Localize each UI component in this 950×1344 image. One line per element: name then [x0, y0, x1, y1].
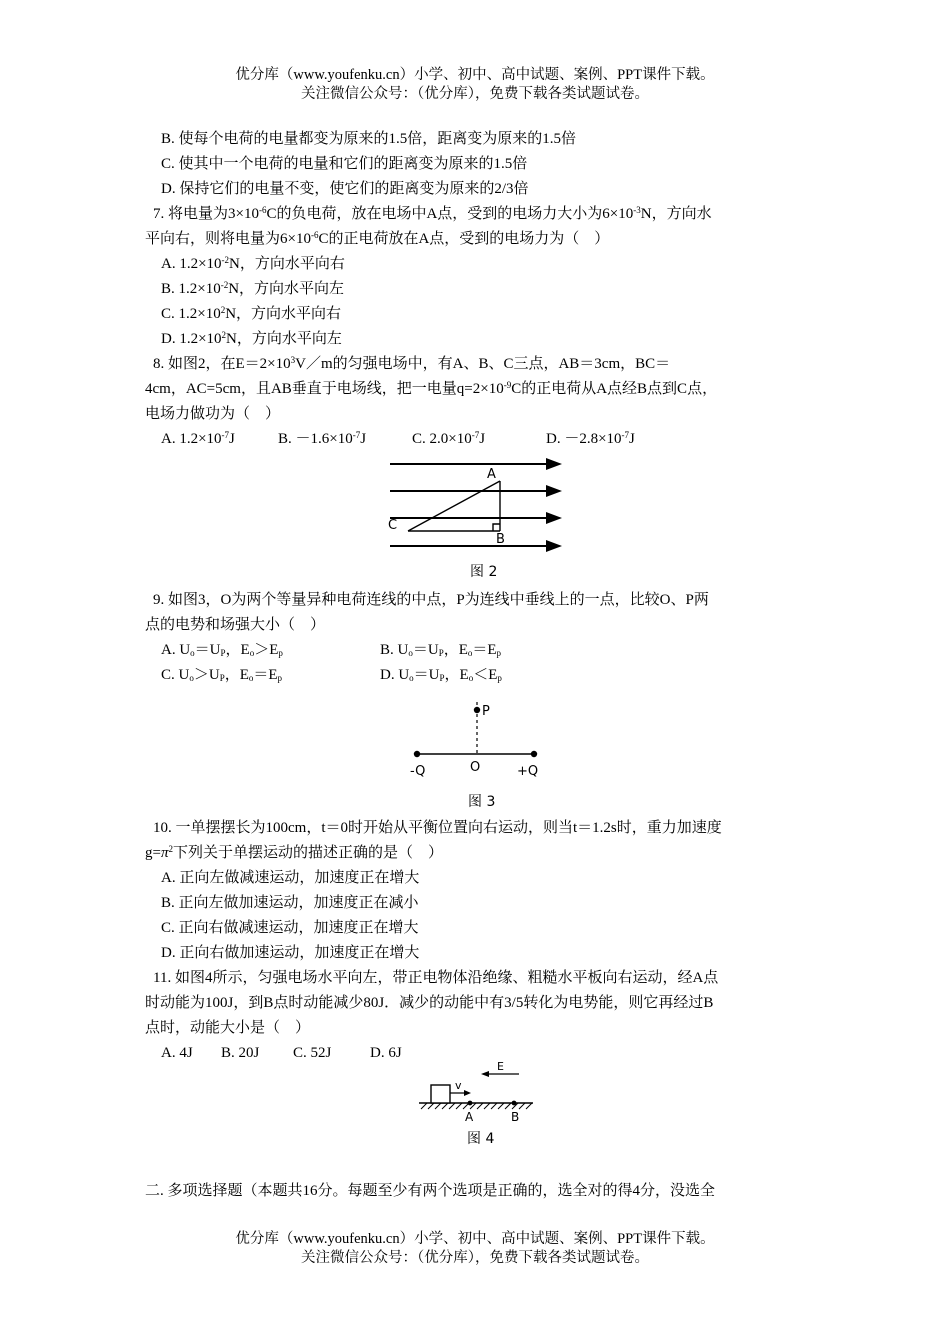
q8-option-a: A. $1.2\times 10^{-7}J$ — [161, 430, 235, 447]
arrow-head — [546, 485, 562, 497]
header-line-2: 关注微信公众号：（优分库），免费下载各类试题试卷。 — [301, 86, 649, 102]
arrow-head — [546, 540, 562, 552]
q8-option-c: C. $2.0\times 10^{-7}J$ — [412, 430, 486, 447]
arrow-head — [546, 458, 562, 470]
figure-2-field-diagram — [380, 452, 570, 552]
q7-option-a: A. $1.2\times 10^{-2}N$，方向水平向右 — [161, 255, 345, 272]
page-header — [0, 66, 950, 104]
label-a: A — [465, 1110, 474, 1124]
q10-option-a: A. 正向左做减速运动，加速度正在增大 — [161, 870, 420, 886]
positive-charge — [531, 751, 537, 757]
q8-stem-line-1: 8. 如图2，在$E=2\times 10^3V/m$的匀强电场中，有A、B、C三点，AB＝3cm，BC＝ — [153, 355, 671, 372]
q10-option-d: D. 正向右做加速运动，加速度正在增大 — [161, 945, 420, 961]
q11-option-a: A. 4J — [161, 1045, 193, 1061]
q7-stem-line-1: 7. 将电量为$3\times 10^{-6}C$的负电荷，放在电场中A点，受到的电场力大小为$6\times 10^{-3}N$，方向水 — [153, 205, 712, 222]
q8-stem-line-3: 电场力做功为（ ） — [145, 406, 281, 422]
q10-option-b: B. 正向左做加速运动，加速度正在减小 — [161, 895, 419, 911]
q7-option-b: B. $1.2\times 10^{-2}N$，方向水平向左 — [161, 280, 345, 297]
q8-option-b: B. $-1.6\times 10^{-7}J$ — [278, 430, 367, 447]
figure-3-caption: 图 3 — [468, 794, 496, 810]
q9-option-c: C. $U_o>U_P$，$E_o=E_p$ — [161, 667, 283, 683]
q11-option-c: C. 52J — [293, 1045, 332, 1061]
q11-option-b: B. 20J — [221, 1045, 260, 1061]
q9-option-d: D. $U_o=U_P$，$E_o<E_p$ — [380, 667, 502, 683]
label-v: v — [455, 1079, 462, 1092]
q6-option-d: D. 保持它们的电量不变，使它们的距离变为原来的2/3倍 — [161, 181, 529, 197]
figure-4-caption: 图 4 — [467, 1131, 495, 1147]
label-b: B — [496, 532, 505, 547]
q10-stem-line-1: 10. 一单摆摆长为100cm，t＝0时开始从平衡位置向右运动，则当t＝1.2s时，重力加速度 — [153, 820, 722, 836]
charged-block — [431, 1085, 450, 1103]
label-pos-q: +Q — [517, 764, 539, 779]
header-line-1: 优分库（www.youfenku.cn）小学、初中、高中试题、案例、PPT课件下载。 — [235, 67, 715, 83]
q11-stem-line-1: 11. 如图4所示，匀强电场水平向左，带正电物体沿绝缘、粗糙水平板向右运动，经A点 — [153, 970, 719, 986]
q9-option-a: A. $U_o=U_P$，$E_o>E_p$ — [161, 642, 283, 658]
label-b: B — [511, 1110, 520, 1124]
footer-line-1: 优分库（www.youfenku.cn）小学、初中、高中试题、案例、PPT课件下载。 — [235, 1231, 715, 1247]
right-angle-mark — [493, 524, 500, 531]
q11-stem-line-3: 点时，动能大小是（ ） — [145, 1020, 311, 1036]
label-c: C — [388, 518, 398, 533]
negative-charge — [414, 751, 420, 757]
q9-option-b: B. $U_o=U_P$，$E_o=E_p$ — [380, 642, 502, 658]
arrow-head — [546, 512, 562, 524]
q6-option-b: B. 使每个电荷的电量都变为原来的1.5倍，距离变为原来的1.5倍 — [161, 131, 577, 147]
q9-stem-line-1: 9. 如图3，O为两个等量异种电荷连线的中点，P为连线中垂线上的一点，比较O、P两 — [153, 592, 709, 608]
q7-option-c: C. $1.2\times 10^2N$，方向水平向右 — [161, 305, 342, 322]
q6-option-c: C. 使其中一个电荷的电量和它们的距离变为原来的1.5倍 — [161, 156, 528, 172]
section-2-heading: 二. 多项选择题（本题共16分。每题至少有两个选项是正确的，选全对的得4分，没选全 — [145, 1183, 716, 1199]
q8-stem-line-2: 4cm，AC=5cm，且AB垂直于电场线，把一电量$q=2\times 10^{-9}C$的正电荷从A点经B点到C点， — [145, 380, 718, 397]
field-e-arrow-head — [481, 1071, 489, 1077]
q10-option-c: C. 正向右做减速运动，加速度正在增大 — [161, 920, 419, 936]
label-o: O — [470, 760, 481, 775]
label-neg-q: -Q — [410, 764, 426, 779]
point-b — [512, 1101, 517, 1106]
label-a: A — [487, 467, 496, 482]
page-footer — [0, 1230, 950, 1268]
q11-stem-line-2: 时动能为100J，到B点时动能减少80J．减少的动能中有3/5转化为电势能，则它再经过B — [145, 995, 714, 1011]
figure-2-caption: 图 2 — [470, 564, 498, 580]
velocity-arrow-head — [464, 1090, 471, 1096]
point-p — [474, 707, 480, 713]
label-p: P — [482, 704, 490, 719]
q10-stem-line-2: $g=\pi^2$下列关于单摆运动的描述正确的是（ ） — [145, 844, 443, 861]
footer-line-2: 关注微信公众号：（优分库），免费下载各类试题试卷。 — [301, 1250, 649, 1266]
q7-stem-line-2: 平向右，则将电量为$6\times 10^{-6}C$的正电荷放在A点，受到的电场力为（ ） — [145, 230, 610, 247]
figure-4-block-diagram — [415, 1058, 540, 1126]
q11-option-d: D. 6J — [370, 1045, 402, 1061]
q9-stem-line-2: 点的电势和场强大小（ ） — [145, 617, 326, 633]
q8-option-d: D. $-2.8\times 10^{-7}J$ — [546, 430, 635, 447]
point-a — [468, 1101, 473, 1106]
segment-ca — [408, 481, 500, 531]
q7-option-d: D. $1.2\times 10^2N$，方向水平向左 — [161, 330, 342, 347]
label-e: E — [497, 1060, 504, 1073]
figure-3-charges-diagram — [400, 696, 550, 780]
